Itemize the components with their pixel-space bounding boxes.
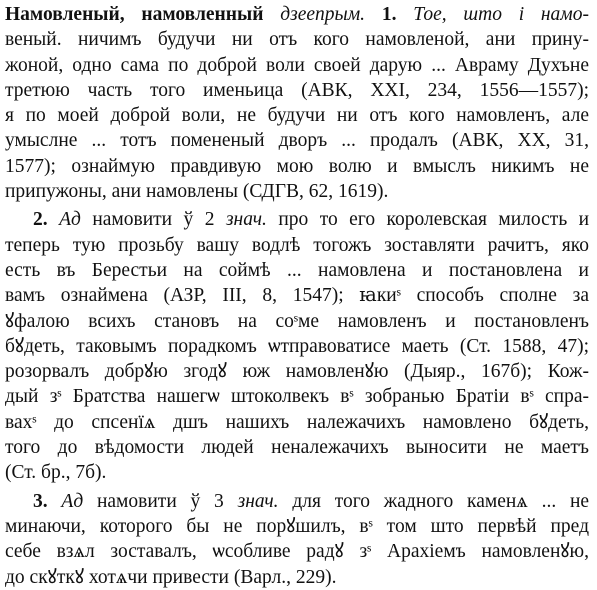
sense-3-ad: Ад xyxy=(61,490,84,512)
text-line: 1577); ознаймую правдивую мою волю и вмыслъ никимъ не xyxy=(5,155,589,177)
sense-2-ref-prefix: намовити xyxy=(92,209,173,231)
text-line: есть въ Берестьи на соймѣ ... намовлена и постановлена и xyxy=(5,259,589,281)
sense-3 xyxy=(5,489,589,590)
entry-namovleny xyxy=(5,2,589,204)
text-line: ꙋфалою всихъ становъ на соˢме намовленъ и постановленъ xyxy=(5,310,589,332)
text-line: умыслне ... тотъ помененый дворъ ... продалъ (АВК, XX, 31, xyxy=(5,130,589,152)
text-line: того до вѣдомости людей неналежачихъ выносити не маетъ xyxy=(5,437,589,459)
sense-3-first-line-rest: для того жадного каменѧ ... не xyxy=(292,490,590,512)
text-line: дый зˢ Братства нашегѡ штоколвекъ вˢ зобранью Братіи вˢ спра- xyxy=(5,386,589,408)
sense-2-ad: Ад xyxy=(59,209,81,231)
text-line: я по моей доброй воли, не будучи ни отъ кого намовленъ, але xyxy=(5,105,589,127)
part-of-speech: дзеепрым. xyxy=(280,4,366,25)
text-line: минаючи, которого бы не порꙋшилъ, вˢ том што первѣй пред xyxy=(5,515,589,537)
text-line: вамъ ознаймена (АЗР, III, 8, 1547); ꙗкиˢ способъ сполне за xyxy=(5,285,589,307)
sense-3-first-line xyxy=(5,489,589,514)
text-line: третюю часть того именьица (АВК, XXI, 234, 1556—1557); xyxy=(5,79,589,101)
text-line: вахˢ до спсенїѧ дшъ нашихъ належачихъ намовлено бꙋдеть, xyxy=(5,411,589,433)
text-line: (Ст. бр., 7б). xyxy=(5,462,107,484)
text-line: розорвалъ добрꙋю згодꙋ юж намовленꙋю (Дыяр., 167б); Кож- xyxy=(5,361,589,383)
sense-2-znach: знач. xyxy=(225,209,267,231)
sense-2-ref-word: ў 2 xyxy=(183,209,215,231)
sense-3-ref-prefix: намовити xyxy=(96,490,177,512)
text-line: себе взѧл зоставалъ, ѡсобливе радꙋ зˢ Арахіемъ намовленꙋю, xyxy=(5,541,589,563)
sense-number-2: 2. xyxy=(33,209,48,231)
text-line: жоной, одно сама по доброй воли своей дарую ... Авраму Духъне xyxy=(5,54,589,76)
sense-1-definition: Тое, што і намо- xyxy=(413,4,589,25)
sense-2-first-line-rest: про то его королевская милость и xyxy=(278,209,590,231)
sense-2-first-line xyxy=(5,207,589,232)
text-line: припужоны, ани намовлены (СДГВ, 62, 1619). xyxy=(5,181,389,203)
text-line: веный. ничимъ будучи ни отъ кого намовленой, ани прину- xyxy=(5,29,589,51)
sense-3-ref-word: ў 3 xyxy=(190,490,224,512)
headword: Намовленый, намовленный xyxy=(5,4,264,25)
sense-3-znach: знач. xyxy=(237,490,279,512)
entry-first-line xyxy=(5,2,589,27)
sense-number-1: 1. xyxy=(381,4,397,25)
sense-number-3: 3. xyxy=(33,490,48,512)
sense-2 xyxy=(5,207,589,485)
text-line: до скꙋткꙋ хотѧчи привести (Варл., 229). xyxy=(5,566,337,588)
text-line: бꙋдеть, таковымъ порадкомъ ѡтправоватисе маеть (Ст. 1588, 47); xyxy=(5,335,589,357)
text-line: теперь тую прозьбу вашу водлѣ тогожъ зоставляти рачитъ, яко xyxy=(5,234,589,256)
